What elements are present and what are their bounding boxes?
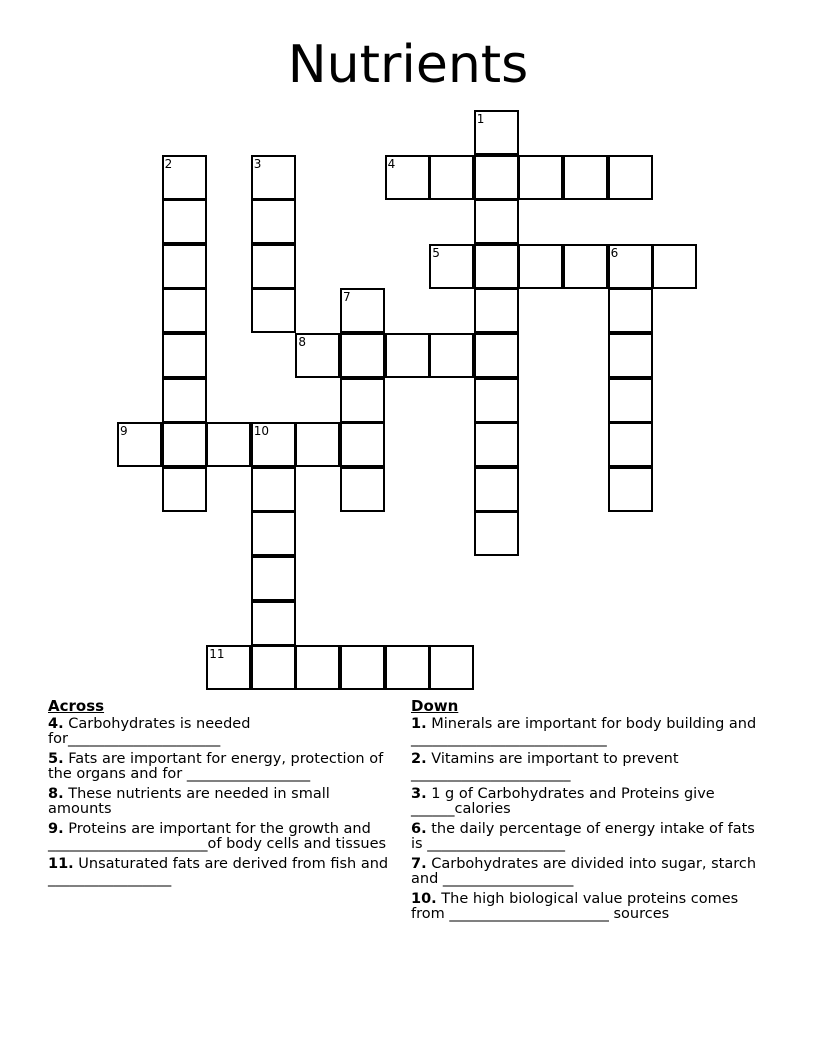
grid-cell[interactable] (162, 422, 207, 467)
grid-cell[interactable] (251, 556, 296, 601)
clue-text: Vitamins are important to prevent ______________________ (411, 751, 679, 782)
clue-down-7 (411, 857, 761, 887)
grid-cell[interactable] (474, 378, 519, 423)
grid-cell[interactable] (474, 244, 519, 289)
clue-text: 1 g of Carbohydrates and Proteins give ______calories (411, 786, 715, 817)
clue-text: the daily percentage of energy intake of fats is ___________________ (411, 821, 755, 852)
grid-cell-1[interactable] (474, 110, 519, 155)
clue-across-8 (48, 787, 393, 817)
clue-number-label: 8 (298, 335, 307, 349)
clue-number: 10. (411, 891, 437, 907)
grid-cell[interactable] (429, 645, 474, 690)
grid-cell[interactable] (474, 467, 519, 512)
grid-cell[interactable] (251, 288, 296, 333)
grid-cell[interactable] (608, 467, 653, 512)
grid-cell[interactable] (429, 333, 474, 378)
grid-cell-4[interactable] (385, 155, 430, 200)
clue-number-label: 5 (432, 245, 440, 260)
grid-cell[interactable] (518, 155, 563, 200)
clue-text: The high biological value proteins comes from ______________________ sources (411, 891, 739, 922)
clue-down-6 (411, 822, 761, 852)
grid-cell[interactable] (474, 333, 519, 378)
grid-cell[interactable] (474, 511, 519, 556)
clue-text: Carbohydrates is needed for_____________________ (48, 716, 251, 747)
grid-cell[interactable] (429, 155, 474, 200)
clue-number-label: 2 (164, 156, 173, 171)
clue-across-11 (48, 857, 393, 887)
clue-number-label: 4 (387, 156, 396, 171)
grid-cell[interactable] (385, 645, 430, 690)
grid-cell[interactable] (340, 422, 385, 467)
grid-cell[interactable] (251, 199, 296, 244)
clue-number: 5. (48, 751, 64, 767)
clue-number: 1. (411, 716, 427, 732)
grid-cell-5[interactable] (429, 244, 474, 289)
grid-cell[interactable] (251, 467, 296, 512)
grid-cell[interactable] (295, 422, 340, 467)
grid-cell[interactable] (251, 511, 296, 556)
clue-number-label: 11 (209, 647, 225, 662)
clue-number: 9. (48, 821, 64, 837)
clue-text: These nutrients are needed in small amounts (48, 786, 330, 817)
grid-cell-9[interactable] (117, 422, 162, 467)
grid-cell-7[interactable] (340, 288, 385, 333)
grid-cell-2[interactable] (162, 155, 207, 200)
grid-cell[interactable] (340, 333, 385, 378)
grid-cell[interactable] (162, 244, 207, 289)
grid-cell[interactable] (251, 244, 296, 289)
clue-number-label: 1 (476, 112, 485, 126)
grid-cell-3[interactable] (251, 155, 296, 200)
clue-number: 6. (411, 821, 427, 837)
across-heading: Across (48, 697, 105, 715)
clue-number: 2. (411, 751, 427, 767)
clue-down-1 (411, 717, 761, 747)
clue-number: 4. (48, 716, 64, 732)
grid-cell[interactable] (251, 601, 296, 646)
grid-cell-8[interactable] (295, 333, 340, 378)
clue-number-label: 3 (253, 156, 262, 171)
grid-cell[interactable] (251, 645, 296, 690)
grid-cell[interactable] (608, 378, 653, 423)
clue-text: Fats are important for energy, protection of the organs and for _________________ (48, 751, 384, 782)
clue-across-4 (48, 717, 393, 747)
clue-number-label: 10 (253, 424, 270, 439)
grid-cell[interactable] (608, 155, 653, 200)
grid-cell[interactable] (652, 244, 697, 289)
grid-cell-11[interactable] (206, 645, 251, 690)
grid-cell[interactable] (162, 333, 207, 378)
clue-number: 7. (411, 856, 427, 872)
grid-cell[interactable] (340, 378, 385, 423)
grid-cell-6[interactable] (608, 244, 653, 289)
grid-cell[interactable] (162, 378, 207, 423)
clue-down-2 (411, 752, 761, 782)
grid-cell[interactable] (162, 288, 207, 333)
clue-text: Proteins are important for the growth and ______________________of body cells and tissues (48, 821, 387, 852)
grid-cell[interactable] (474, 199, 519, 244)
grid-cell[interactable] (474, 422, 519, 467)
clue-across-9 (48, 822, 393, 852)
grid-cell[interactable] (162, 199, 207, 244)
clue-down-10 (411, 892, 761, 922)
clue-down-3 (411, 787, 761, 817)
grid-cell[interactable] (608, 333, 653, 378)
grid-cell[interactable] (340, 645, 385, 690)
clue-number: 11. (48, 856, 74, 872)
clue-text: Minerals are important for body building and ___________________________ (411, 716, 757, 747)
clue-across-5 (48, 752, 393, 782)
grid-cell[interactable] (385, 333, 430, 378)
clue-number: 8. (48, 786, 64, 802)
grid-cell[interactable] (474, 155, 519, 200)
grid-cell[interactable] (518, 244, 563, 289)
clue-number: 3. (411, 786, 427, 802)
clue-number-label: 9 (120, 424, 128, 439)
grid-cell[interactable] (340, 467, 385, 512)
grid-cell[interactable] (474, 288, 519, 333)
grid-cell[interactable] (295, 645, 340, 690)
grid-cell[interactable] (162, 467, 207, 512)
clue-number-label: 7 (343, 290, 351, 305)
clue-number-label: 6 (610, 245, 619, 260)
grid-cell[interactable] (608, 288, 653, 333)
grid-cell[interactable] (206, 422, 251, 467)
across-clues (48, 699, 393, 892)
grid-cell[interactable] (608, 422, 653, 467)
grid-cell-10[interactable] (251, 422, 296, 467)
down-heading: Down (411, 697, 459, 715)
clue-text: Carbohydrates are divided into sugar, starch and __________________ (411, 856, 757, 887)
grid-cell[interactable] (563, 155, 608, 200)
down-clues (411, 699, 761, 927)
clue-text: Unsaturated fats are derived from fish and _________________ (48, 856, 389, 887)
grid-cell[interactable] (563, 244, 608, 289)
page-title: Nutrients (287, 35, 529, 95)
